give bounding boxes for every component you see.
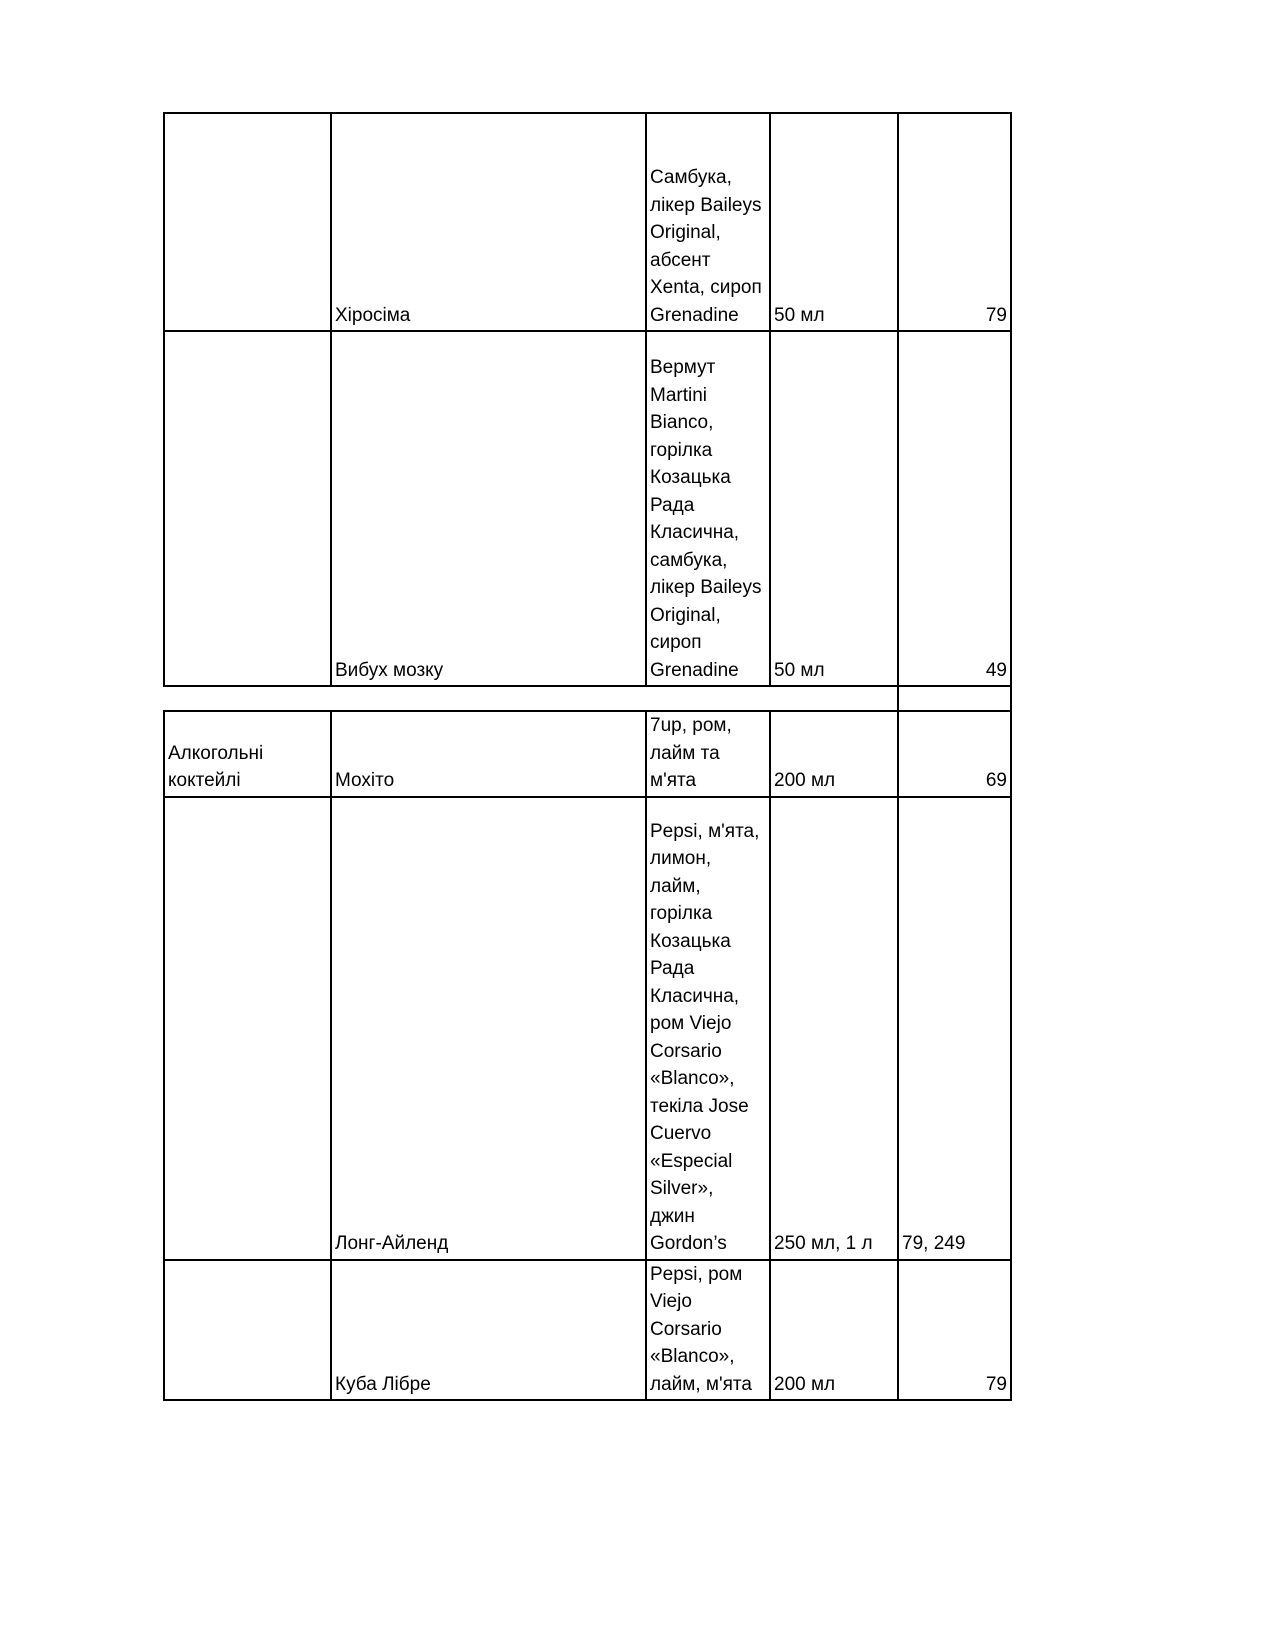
item-name-cell: Лонг-Айленд: [331, 797, 646, 1260]
ingredients-cell: 7up, ром, лайм та м'ята: [646, 711, 770, 797]
price-cell: 79, 249: [898, 797, 1011, 1260]
category-cell: [164, 113, 331, 331]
category-cell: [164, 331, 331, 686]
volume-cell: 200 мл: [770, 711, 898, 797]
price-cell: 79: [898, 1260, 1011, 1401]
volume-cell: 50 мл: [770, 113, 898, 331]
item-name-cell: Хіросіма: [331, 113, 646, 331]
ingredients-cell: Вермут Martini Bianco, горілка Козацька Рада Класична, самбука, лікер Baileys Original, сироп Grenadine: [646, 331, 770, 686]
price-cell: 69: [898, 711, 1011, 797]
volume-cell: 50 мл: [770, 331, 898, 686]
item-name-cell: Вибух мозку: [331, 331, 646, 686]
spacer-row: [164, 686, 1011, 711]
menu-sheet: [163, 112, 1012, 1401]
table-row: [164, 1260, 1011, 1401]
item-name-cell: Куба Лібре: [331, 1260, 646, 1401]
ingredients-cell: Pepsi, м'ята, лимон, лайм, горілка Козацька Рада Класична, ром Viejo Corsario «Blanco», текіла Jose Cuervo «Especial Silver», джин Gordon’s: [646, 797, 770, 1260]
table-row: [164, 711, 1011, 797]
price-cell: 49: [898, 331, 1011, 686]
volume-cell: 250 мл, 1 л: [770, 797, 898, 1260]
item-name-cell: Мохіто: [331, 711, 646, 797]
category-cell: [164, 797, 331, 1260]
price-cell: 79: [898, 113, 1011, 331]
spacer-cell: [164, 686, 898, 711]
category-cell: [164, 1260, 331, 1401]
ingredients-cell: Самбука, лікер Baileys Original, абсент Xenta, сироп Grenadine: [646, 113, 770, 331]
ingredients-cell: Pepsi, ром Viejo Corsario «Blanco», лайм, м'ята: [646, 1260, 770, 1401]
menu-table: [163, 112, 1012, 1401]
table-row: [164, 113, 1011, 331]
category-cell: Алкогольні коктейлі: [164, 711, 331, 797]
table-row: [164, 797, 1011, 1260]
volume-cell: 200 мл: [770, 1260, 898, 1401]
spacer-cell: [898, 686, 1011, 711]
table-row: [164, 331, 1011, 686]
